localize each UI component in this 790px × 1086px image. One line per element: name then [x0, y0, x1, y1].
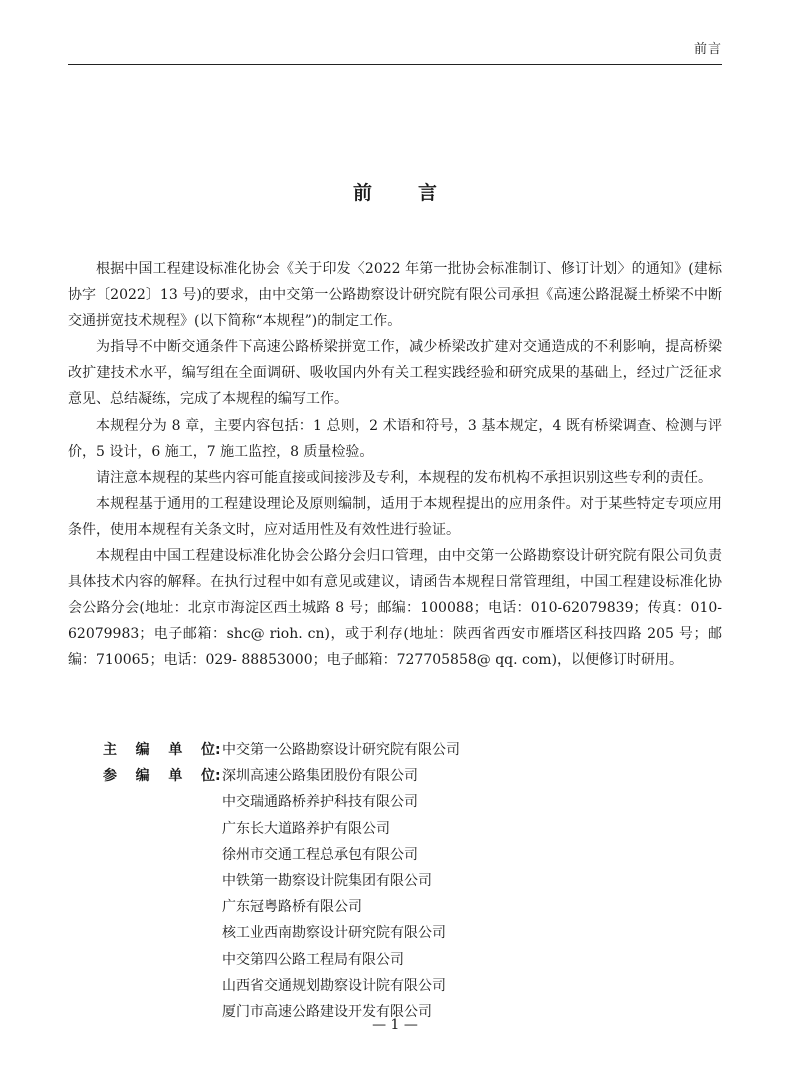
drafting-units — [103, 737, 723, 1025]
editor-unit-list — [222, 737, 460, 763]
participating-units-label — [103, 763, 215, 1025]
participating-unit: 中交瑞通路桥养护科技有限公司 — [222, 794, 418, 811]
editor-unit-row — [103, 737, 723, 763]
paragraph-4: 请注意本规程的某些内容可能直接或间接涉及专利，本规程的发布机构不承担识别这些专利的责任。 — [96, 469, 712, 486]
page-number: — 1 — — [372, 1017, 418, 1033]
paragraph-1: 根据中国工程建设标准化协会《关于印发〈2022 年第一批协会标准制订、修订计划〉的通知》(建标协字〔2022〕13 号)的要求，由中交第一公路勘察设计研究院有限公司承担《高速公路混凝土桥梁不中断交通拼宽技术规程》(以下简称“本规程”)的制定工作。 — [68, 261, 722, 330]
participating-unit: 山西省交通规划勘察设计院有限公司 — [222, 977, 446, 994]
paragraph-5: 本规程基于通用的工程建设理论及原则编制，适用于本规程提出的应用条件。对于某些特定专项应用条件，使用本规程有关条文时，应对适用性及有效性进行验证。 — [68, 495, 722, 538]
participating-units-row — [103, 763, 723, 1025]
participating-unit: 深圳高速公路集团股份有限公司 — [222, 768, 418, 785]
editor-unit-name: 中交第一公路勘察设计研究院有限公司 — [222, 742, 460, 758]
paragraph-2: 为指导不中断交通条件下高速公路桥梁拼宽工作，减少桥梁改扩建对交通造成的不利影响，提高桥梁改扩建技术水平，编写组在全面调研、吸收国内外有关工程实践经验和研究成果的基础上，经过广泛征求意见、总结凝练，完成了本规程的编写工作。 — [68, 339, 722, 408]
participating-unit: 中交第四公路工程局有限公司 — [222, 951, 404, 968]
participating-unit: 广东冠粤路桥有限公司 — [222, 899, 362, 916]
editor-unit-label — [103, 737, 215, 763]
participating-units-list — [222, 763, 446, 1025]
participating-units-label-text: 参 编 单 位 — [103, 768, 215, 785]
participating-unit: 广东长大道路养护有限公司 — [222, 820, 390, 837]
paragraph-6: 本规程由中国工程建设标准化协会公路分会归口管理，由中交第一公路勘察设计研究院有限公司负责具体技术内容的解释。在执行过程中如有意见或建议，请函告本规程日常管理组，中国工程建设标准化协会公路分会(地址：北京市海淀区西土城路 8 号；邮编：100088；电话：010-62079839；传真：010-62079983；电子邮箱：shc@ rioh. cn)，或于利存(地址：陕西省西安市雁塔区科技四路 205 号；邮编：710065；电话：029- 88853000；电子邮箱：727705858@ qq. com)，以便修订时研用。 — [68, 548, 722, 669]
participating-units-colon: : — [215, 768, 221, 785]
paragraph-3: 本规程分为 8 章，主要内容包括：1 总则，2 术语和符号，3 基本规定，4 既有桥梁调查、检测与评价，5 设计，6 施工，7 施工监控，8 质量检验。 — [68, 417, 722, 460]
participating-unit: 徐州市交通工程总承包有限公司 — [222, 846, 418, 863]
preface-body — [68, 256, 722, 674]
page-title: 前言 — [352, 182, 483, 204]
editor-unit-colon: : — [215, 742, 221, 758]
running-header-label: 前言 — [693, 42, 722, 57]
participating-unit: 中铁第一勘察设计院集团有限公司 — [222, 873, 432, 890]
participating-unit: 核工业西南勘察设计研究院有限公司 — [222, 925, 446, 942]
participating-unit: 厦门市高速公路建设开发有限公司 — [222, 1004, 432, 1021]
header-rule — [68, 64, 722, 65]
editor-unit-label-text: 主 编 单 位 — [103, 742, 215, 758]
